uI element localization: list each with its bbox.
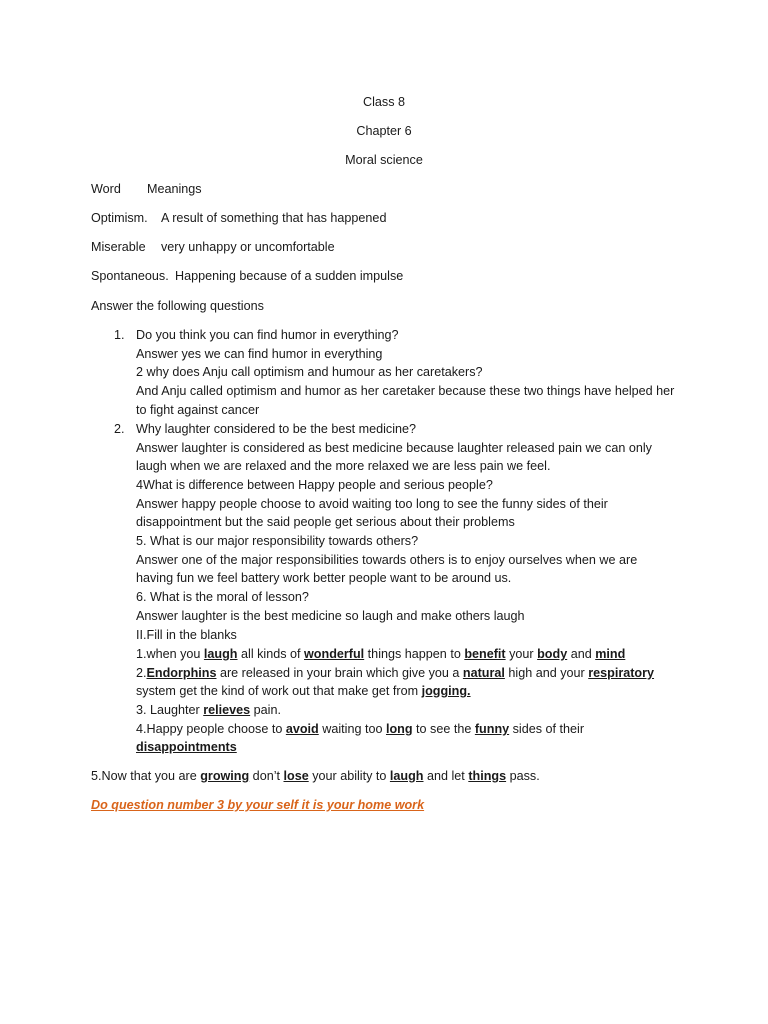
- sentence-text: to see the: [412, 722, 475, 736]
- sentence-text: 4.Happy people choose to: [136, 722, 286, 736]
- sentence-text: 1.when you: [136, 647, 204, 661]
- blank-answer: natural: [462, 666, 505, 680]
- answer-line: laugh when we are relaxed and the more relaxed we are less pain we feel.: [136, 459, 551, 473]
- answer-line: And Anju called optimism and humor as her caretaker because these two things have helped her: [136, 384, 675, 398]
- sentence-text: things happen to: [364, 647, 465, 661]
- fill-blank-sentence: [136, 739, 237, 755]
- answer-line: Answer one of the major responsibilities towards others is to enjoy ourselves when we are: [136, 553, 638, 567]
- question-line: 2 why does Anju call optimism and humour as her caretakers?: [136, 365, 483, 379]
- sentence-text: high and your: [504, 666, 589, 680]
- sentence-text: 5.Now that you are: [91, 769, 201, 783]
- blank-answer: laugh: [203, 647, 238, 661]
- sentence-text: your ability to: [308, 769, 390, 783]
- sentence-text: don’t: [249, 769, 284, 783]
- sentence-text: sides of their: [509, 722, 585, 736]
- answer-line: Answer happy people choose to avoid waiting too long to see the funny sides of their: [136, 497, 608, 511]
- blank-answer: growing: [200, 769, 250, 783]
- question-line: Why laughter considered to be the best medicine?: [136, 422, 417, 436]
- fill-blanks-heading: II.Fill in the blanks: [136, 628, 237, 642]
- fill-blank-sentence: [136, 721, 584, 737]
- meanings-column-heading: Meanings: [147, 182, 202, 196]
- sentence-text: waiting too: [318, 722, 386, 736]
- blank-answer: body: [537, 647, 568, 661]
- blank-answer: long: [385, 722, 413, 736]
- sentence-text: and let: [423, 769, 469, 783]
- sentence-text: and: [567, 647, 596, 661]
- fill-blank-sentence: [136, 702, 281, 718]
- chapter-heading: Chapter 6: [356, 124, 412, 138]
- sentence-text: your: [505, 647, 538, 661]
- list-number: 1.: [114, 328, 125, 342]
- question-line: 6. What is the moral of lesson?: [136, 590, 309, 604]
- blank-answer: benefit: [464, 647, 506, 661]
- blank-answer: respiratory: [588, 666, 655, 680]
- question-line: 5. What is our major responsibility towards others?: [136, 534, 419, 548]
- blank-answer: relieves: [203, 703, 251, 717]
- answer-line: Answer laughter is considered as best medicine because laughter released pain we can only: [136, 441, 652, 455]
- question-line: Do you think you can find humor in everything?: [136, 328, 399, 342]
- blank-answer: things: [468, 769, 507, 783]
- blank-answer: funny: [474, 722, 510, 736]
- fill-blank-sentence: [91, 768, 540, 784]
- answer-line: disappointment but the said people get serious about their problems: [136, 515, 515, 529]
- answer-line: Answer laughter is the best medicine so laugh and make others laugh: [136, 609, 525, 623]
- meaning-word: Miserable: [91, 240, 146, 254]
- word-column-heading: Word: [91, 182, 121, 196]
- list-number: 2.: [114, 422, 125, 436]
- meaning-definition: A result of something that has happened: [161, 211, 387, 225]
- blank-answer: mind: [595, 647, 626, 661]
- meaning-definition: Happening because of a sudden impulse: [175, 269, 404, 283]
- meaning-word: Spontaneous.: [91, 269, 169, 283]
- blank-answer: avoid: [285, 722, 319, 736]
- answer-line: to fight against cancer: [136, 403, 260, 417]
- sentence-text: pass.: [506, 769, 540, 783]
- blank-answer: Endorphins: [146, 666, 217, 680]
- questions-heading: Answer the following questions: [91, 299, 264, 313]
- subject-heading: Moral science: [345, 153, 423, 167]
- sentence-text: system get the kind of work out that make get from: [136, 684, 422, 698]
- sentence-text: 2.: [136, 666, 147, 680]
- blank-answer: jogging.: [421, 684, 471, 698]
- answer-line: Answer yes we can find humor in everything: [136, 347, 383, 361]
- class-heading: Class 8: [363, 95, 405, 109]
- sentence-text: pain.: [250, 703, 281, 717]
- question-line: 4What is difference between Happy people and serious people?: [136, 478, 493, 492]
- blank-answer: wonderful: [304, 647, 365, 661]
- blank-answer: disappointments: [136, 740, 237, 754]
- homework-note: Do question number 3 by your self it is your home work: [91, 798, 425, 812]
- blank-answer: lose: [283, 769, 309, 783]
- sentence-text: are released in your brain which give you a: [216, 666, 463, 680]
- meaning-word: Optimism.: [91, 211, 148, 225]
- fill-blank-sentence: [136, 683, 471, 699]
- blank-answer: laugh: [389, 769, 424, 783]
- sentence-text: all kinds of: [237, 647, 305, 661]
- fill-blank-sentence: [136, 665, 654, 681]
- fill-blank-sentence: [136, 646, 625, 662]
- meaning-definition: very unhappy or uncomfortable: [161, 240, 335, 254]
- answer-line: having fun we feel battery work better people want to be around us.: [136, 571, 512, 585]
- sentence-text: 3. Laughter: [136, 703, 204, 717]
